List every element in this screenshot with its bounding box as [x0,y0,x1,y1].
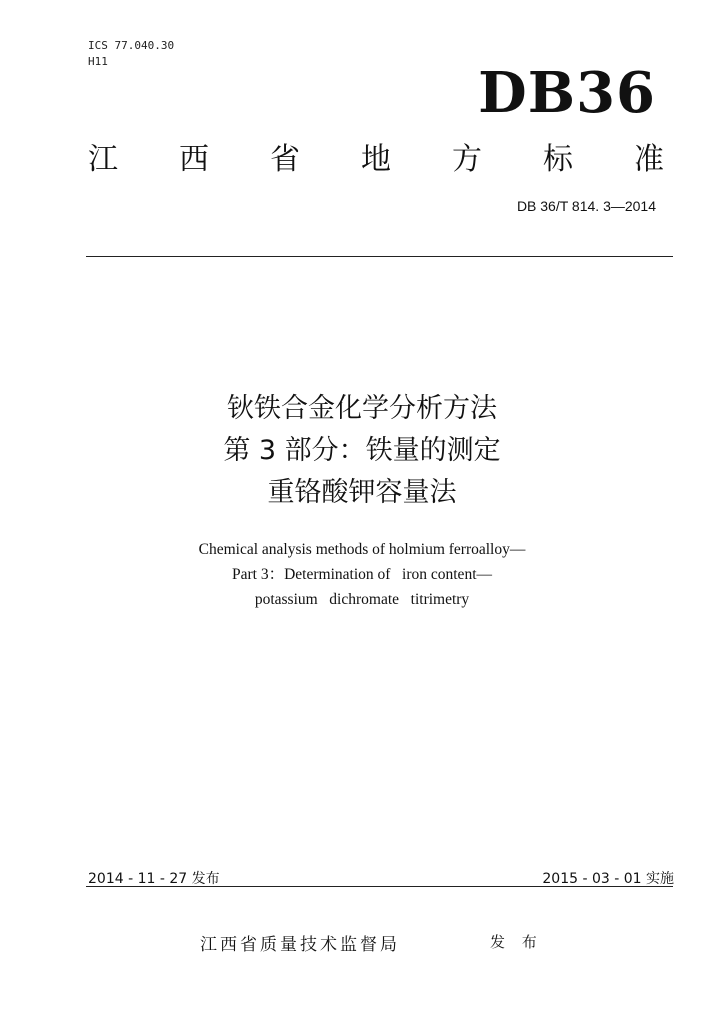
top-divider [86,256,673,257]
standard-type-heading [88,140,664,180]
standard-type-char: 省 [270,142,300,177]
document-number: DB 36/T 814. 3—2014 [516,198,656,214]
standard-type-char: 方 [452,142,482,177]
standard-code-logo: DB36 [478,60,656,126]
standard-type-char: 准 [634,142,664,177]
ics-block [88,38,174,70]
standard-type-char: 西 [179,142,209,177]
chinese-title-line-2: 第 3 部分：铁量的测定 [223,435,501,466]
standard-type-char: 江 [88,142,118,177]
chinese-title-line-1: 钬铁合金化学分析方法 [227,393,497,424]
chinese-title [0,388,724,514]
ics-code: ICS 77.040.30 [88,39,175,52]
publish-label: 发 布 [490,933,543,951]
standard-type-char: 标 [543,142,573,177]
english-title [0,537,724,612]
publisher-name: 江西省质量技术监督局 [200,935,400,955]
issue-date: 2014 - 11 - 27 发布 [88,871,220,887]
implementation-date: 2015 - 03 - 01 实施 [542,871,674,887]
classification-code: H11 [88,55,108,68]
chinese-title-line-3: 重铬酸钾容量法 [267,477,457,508]
bottom-divider [86,886,673,887]
english-title-line-2: Part 3：Determination of iron content— [232,566,492,583]
english-title-line-3: potassium dichromate titrimetry [254,591,470,608]
standard-type-char: 地 [361,142,391,177]
english-title-line-1: Chemical analysis methods of holmium ferroalloy— [198,541,526,558]
